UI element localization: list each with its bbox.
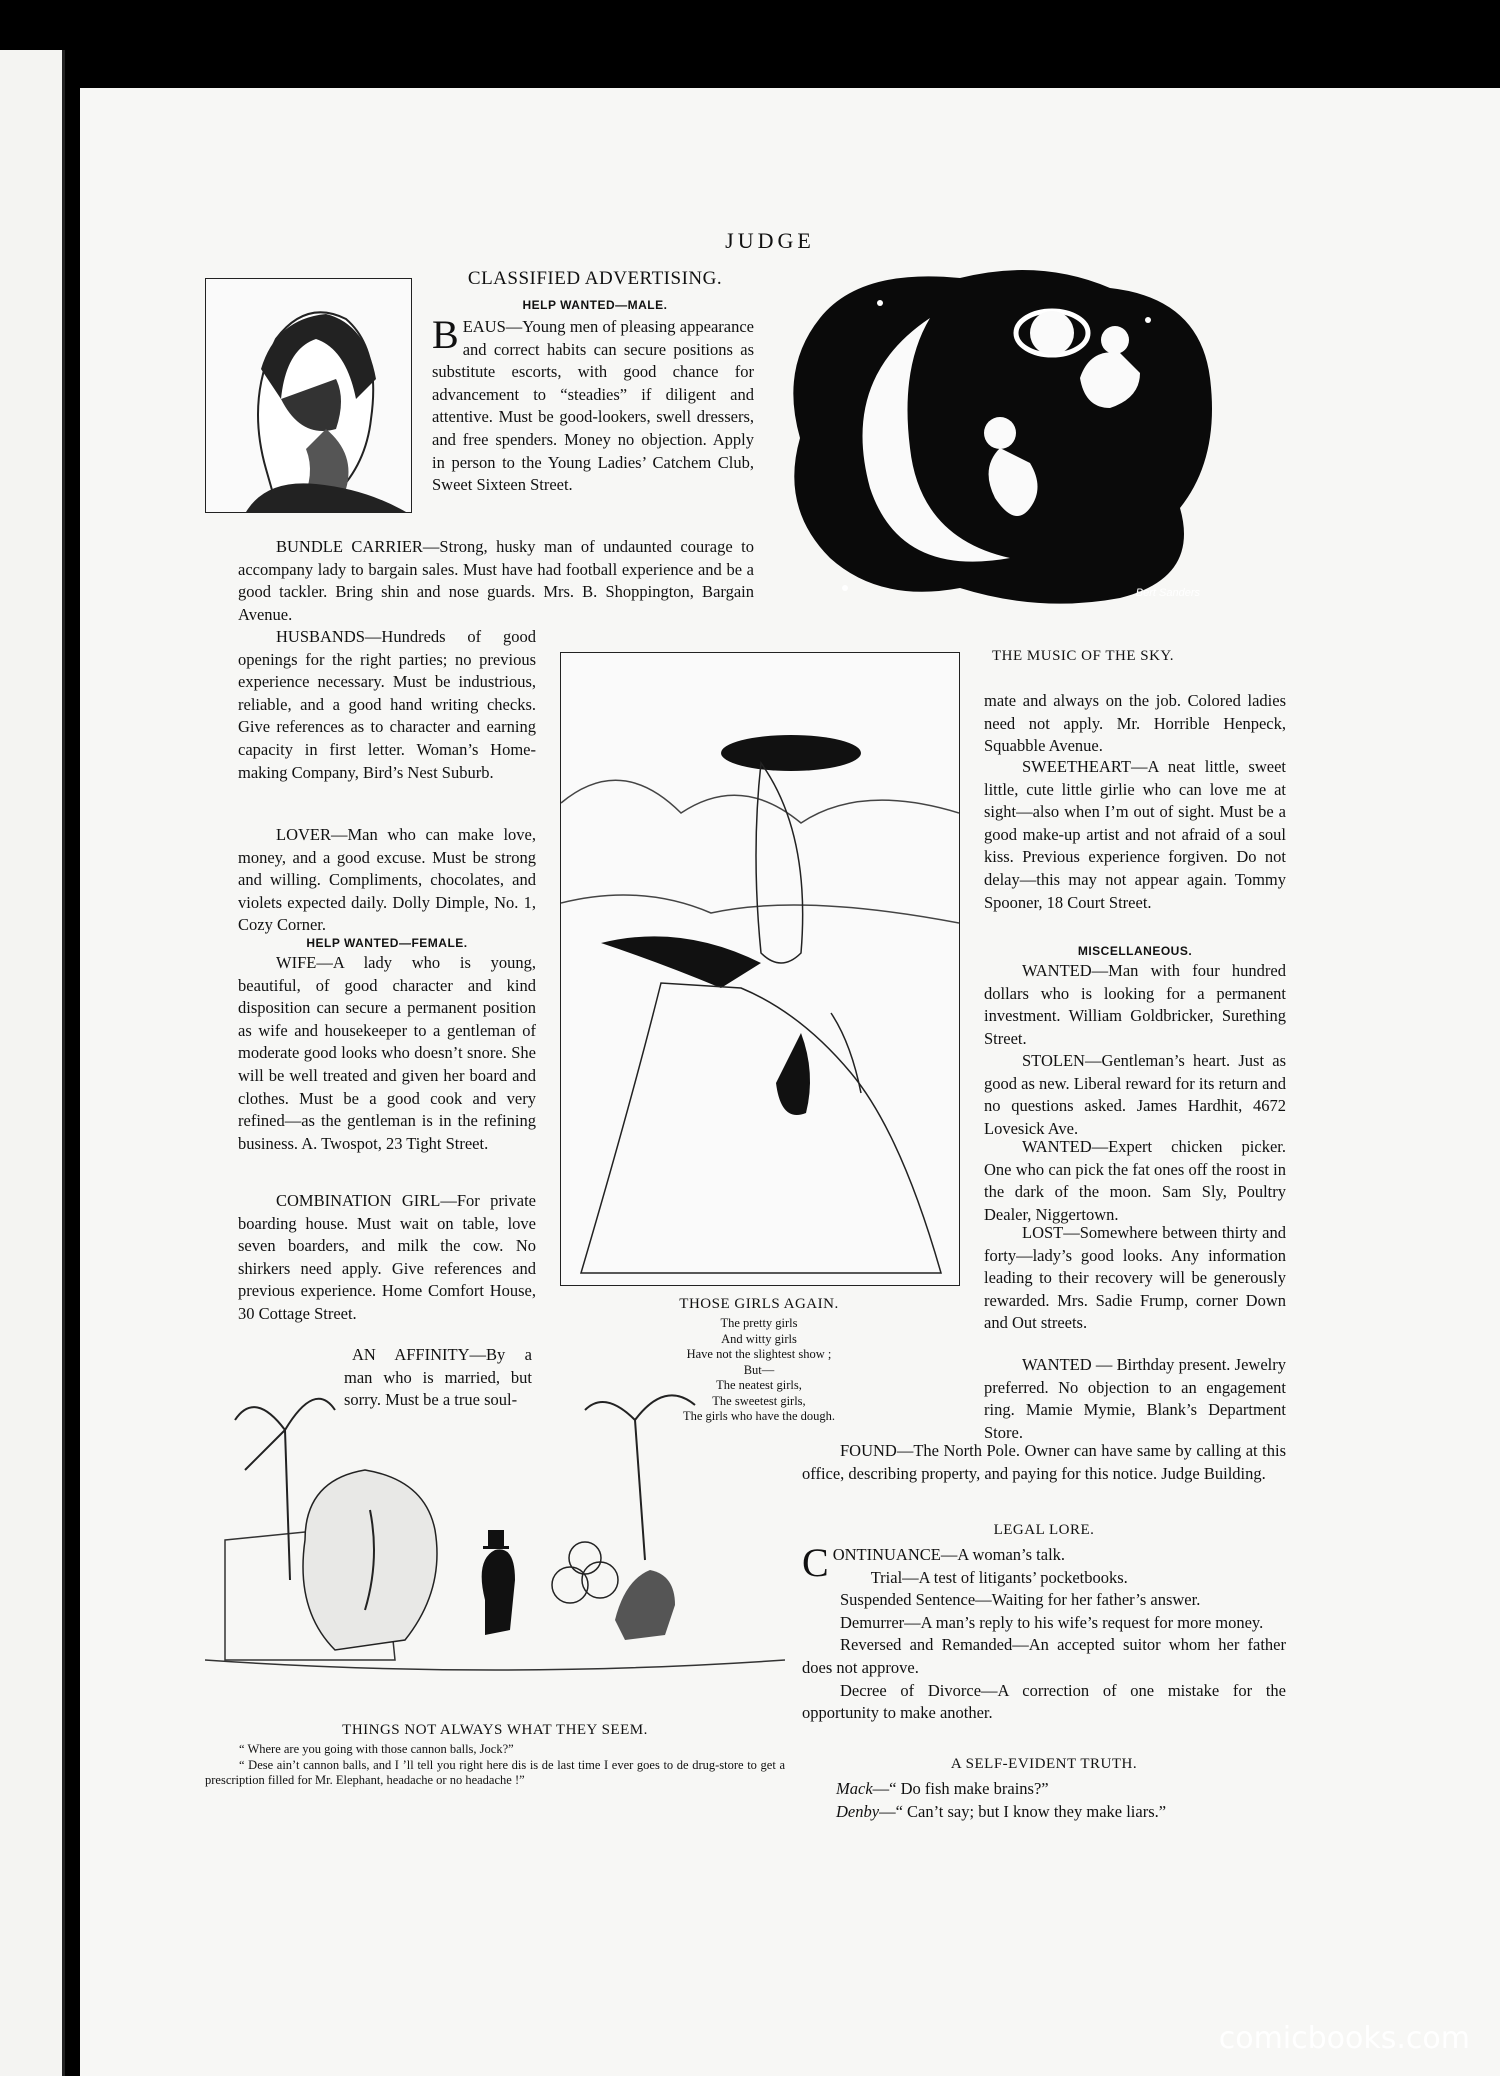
legal-item: Reversed and Remanded—An accepted suitor whom her father does not approve. xyxy=(802,1635,1286,1677)
things-line-1: “ Where are you going with those cannon balls, Jock?” xyxy=(239,1742,514,1756)
left-page-edge xyxy=(0,50,65,2076)
truth-title: A SELF-EVIDENT TRUTH. xyxy=(950,1756,1138,1772)
poem-line: The girls who have the dough. xyxy=(682,1409,836,1423)
truth-denby-line xyxy=(802,1801,1286,1824)
speaker-mack: Mack xyxy=(836,1779,873,1798)
legal-item: Suspended Sentence—Waiting for her father’s answer. xyxy=(840,1590,1201,1610)
legal-item: Decree of Divorce—A correction of one mistake for the opportunity to make another. xyxy=(802,1680,1286,1723)
things-dialogue xyxy=(205,1742,785,1789)
ad-lover xyxy=(238,824,536,937)
ad-wanted-chicken-picker-text: WANTED—Expert chicken picker. One who can pick the fat ones off the roost in the dark of the moon. Sam Sly, Poultry Dealer, Niggertown. xyxy=(984,1137,1286,1224)
ad-stolen-text: STOLEN—Gentleman’s heart. Just as good as new. Liberal reward for its return and no questions asked. James Hardhit, 4672 Lovesick Ave. xyxy=(984,1051,1286,1138)
ad-lover-text: LOVER—Man who can make love, money, and a good excuse. Must be strong and willing. Compliments, chocolates, and violets expected daily. Dolly Dimple, No. 1, Cozy Corner. xyxy=(238,825,536,935)
watermark: comicbooks.com xyxy=(1218,2021,1470,2056)
ad-husbands xyxy=(238,626,536,784)
ad-found-text: FOUND—The North Pole. Owner can have same by calling at this office, describing property, and paying for this notice. Judge Building. xyxy=(802,1441,1286,1483)
old-woman-illustration xyxy=(205,278,412,513)
ad-wanted-investment xyxy=(984,960,1286,1050)
poem-line: The pretty girls xyxy=(720,1316,798,1330)
ad-wife xyxy=(238,952,536,1155)
truth-mack-line xyxy=(802,1778,1286,1801)
ad-stolen xyxy=(984,1050,1286,1140)
poem-line: Have not the slightest show ; xyxy=(686,1347,832,1361)
ad-bundle-carrier-text: BUNDLE CARRIER—Strong, husky man of undaunted courage to accompany lady to bargain sales. Must have had football experience and be a good tackler. Bring shin and nose guards. Mrs. B. Shoppington, Bargain Avenue. xyxy=(238,537,754,624)
ad-beaus xyxy=(432,312,754,497)
elephant-illustration xyxy=(205,1360,785,1696)
ad-wanted-birthday xyxy=(984,1354,1286,1444)
miscellaneous-header: MISCELLANEOUS. xyxy=(1077,944,1193,958)
truth-body xyxy=(802,1778,1286,1823)
masthead-title: JUDGE xyxy=(725,228,815,253)
sky-caption: THE MUSIC OF THE SKY. xyxy=(992,648,1175,664)
legal-first-text: ONTINUANCE—A woman’s talk. xyxy=(832,1545,1066,1564)
help-wanted-male-header: HELP WANTED—MALE. xyxy=(522,298,668,312)
legal-dropcap: C xyxy=(802,1540,829,1585)
music-of-the-sky-illustration xyxy=(780,258,1220,613)
ad-combination-girl-text: COMBINATION GIRL—For private boarding house. Must wait on table, love seven boarders, and milk the cow. No shirkers need apply. Give references and previous experience. Home Comfort House, 30 Cottage Street. xyxy=(238,1191,536,1323)
ad-wife-text: WIFE—A lady who is young, beautiful, of good character and kind disposition can secure a permanent position as wife and housekeeper to a gentleman of moderate good looks who doesn’t snore. She will be well treated and given her board and clothes. Must be a good cook and very refined—as the gentleman is in the refining business. A. Twospot, 23 Tight Street. xyxy=(238,953,536,1153)
ad-wanted-birthday-text: WANTED — Birthday present. Jewelry preferred. No objection to an engagement ring. Mamie Mymie, Blank’s Department Store. xyxy=(984,1355,1286,1442)
things-caption: THINGS NOT ALWAYS WHAT THEY SEEM. xyxy=(342,1722,648,1738)
mack-text: —“ Do fish make brains?” xyxy=(872,1779,1049,1798)
girls-caption: THOSE GIRLS AGAIN. xyxy=(679,1296,839,1312)
ad-beaus-dropcap: B xyxy=(432,312,459,357)
legal-lore-body xyxy=(802,1540,1286,1725)
ad-sweetheart-text: SWEETHEART—A neat little, sweet little, cute little girlie who can love me at sight—also when I’m out of sight. Must be a good make-up artist and not afraid of a soul kiss. Previous experience forgiven. Do not delay—this may not appear again. Tommy Spooner, 18 Court Street. xyxy=(984,757,1286,912)
ad-combination-girl xyxy=(238,1190,536,1326)
ad-bundle-carrier xyxy=(238,536,754,626)
ad-wanted-chicken-picker xyxy=(984,1136,1286,1226)
denby-text: —“ Can’t say; but I know they make liars.” xyxy=(879,1801,1167,1821)
ad-affinity-text: AN AFFINITY—By a man who is married, but sorry. Must be a true soul- xyxy=(344,1345,532,1410)
ad-affinity-continued-text: mate and always on the job. Colored ladies need not apply. Mr. Horrible Henpeck, Squabble Avenue. xyxy=(984,691,1286,756)
those-girls-again-illustration xyxy=(560,652,960,1286)
ad-beaus-text: EAUS—Young men of pleasing appearance and correct habits can secure positions as substitute escorts, with good chance for advancement to “steadies” if diligent and attentive. Must be good-lookers, swell dressers, and free spenders. Money no objection. Apply in person to the Young Ladies’ Catchem Club, Sweet Sixteen Street. xyxy=(432,317,754,495)
help-wanted-female-header: HELP WANTED—FEMALE. xyxy=(306,936,468,950)
ad-lost xyxy=(984,1222,1286,1335)
poem-line: And witty girls xyxy=(721,1331,797,1346)
ad-husbands-text: HUSBANDS—Hundreds of good openings for the right parties; no previous experience necessary. Must be industrious, reliable, and a good hand writing checks. Give references as to character and earning capacity in first letter. Woman’s Home-making Company, Bird’s Nest Suburb. xyxy=(238,627,536,782)
things-line-2: “ Dese ain’t cannon balls, and I ’ll tell you right here dis is de last time I ever goes to de drug-store to get a prescription filled for Mr. Elephant, headache or no headache !” xyxy=(205,1757,785,1787)
legal-lore-title: LEGAL LORE. xyxy=(993,1522,1095,1538)
poem-line: The sweetest girls, xyxy=(712,1393,806,1408)
ad-lost-text: LOST—Somewhere between thirty and forty—lady’s good looks. Any information leading to their recovery will be generously rewarded. Mrs. Sadie Frump, corner Down and Out streets. xyxy=(984,1223,1286,1333)
ad-affinity-continued xyxy=(984,690,1286,758)
poem-line: The neatest girls, xyxy=(716,1378,802,1392)
ad-wanted-investment-text: WANTED—Man with four hundred dollars who is looking for a permanent investment. William Goldbricker, Surething Street. xyxy=(984,961,1286,1048)
ad-found xyxy=(802,1440,1286,1485)
speaker-denby: Denby xyxy=(836,1801,880,1821)
poem-line: But— xyxy=(743,1362,775,1377)
classified-title: CLASSIFIED ADVERTISING. xyxy=(467,268,723,289)
sky-artist-signature: Bert Sanders xyxy=(1135,587,1200,599)
legal-item: Demurrer—A man’s reply to his wife’s request for more money. xyxy=(840,1612,1264,1632)
ad-sweetheart xyxy=(984,756,1286,914)
legal-item: Trial—A test of litigants’ pocketbooks. xyxy=(870,1567,1128,1587)
